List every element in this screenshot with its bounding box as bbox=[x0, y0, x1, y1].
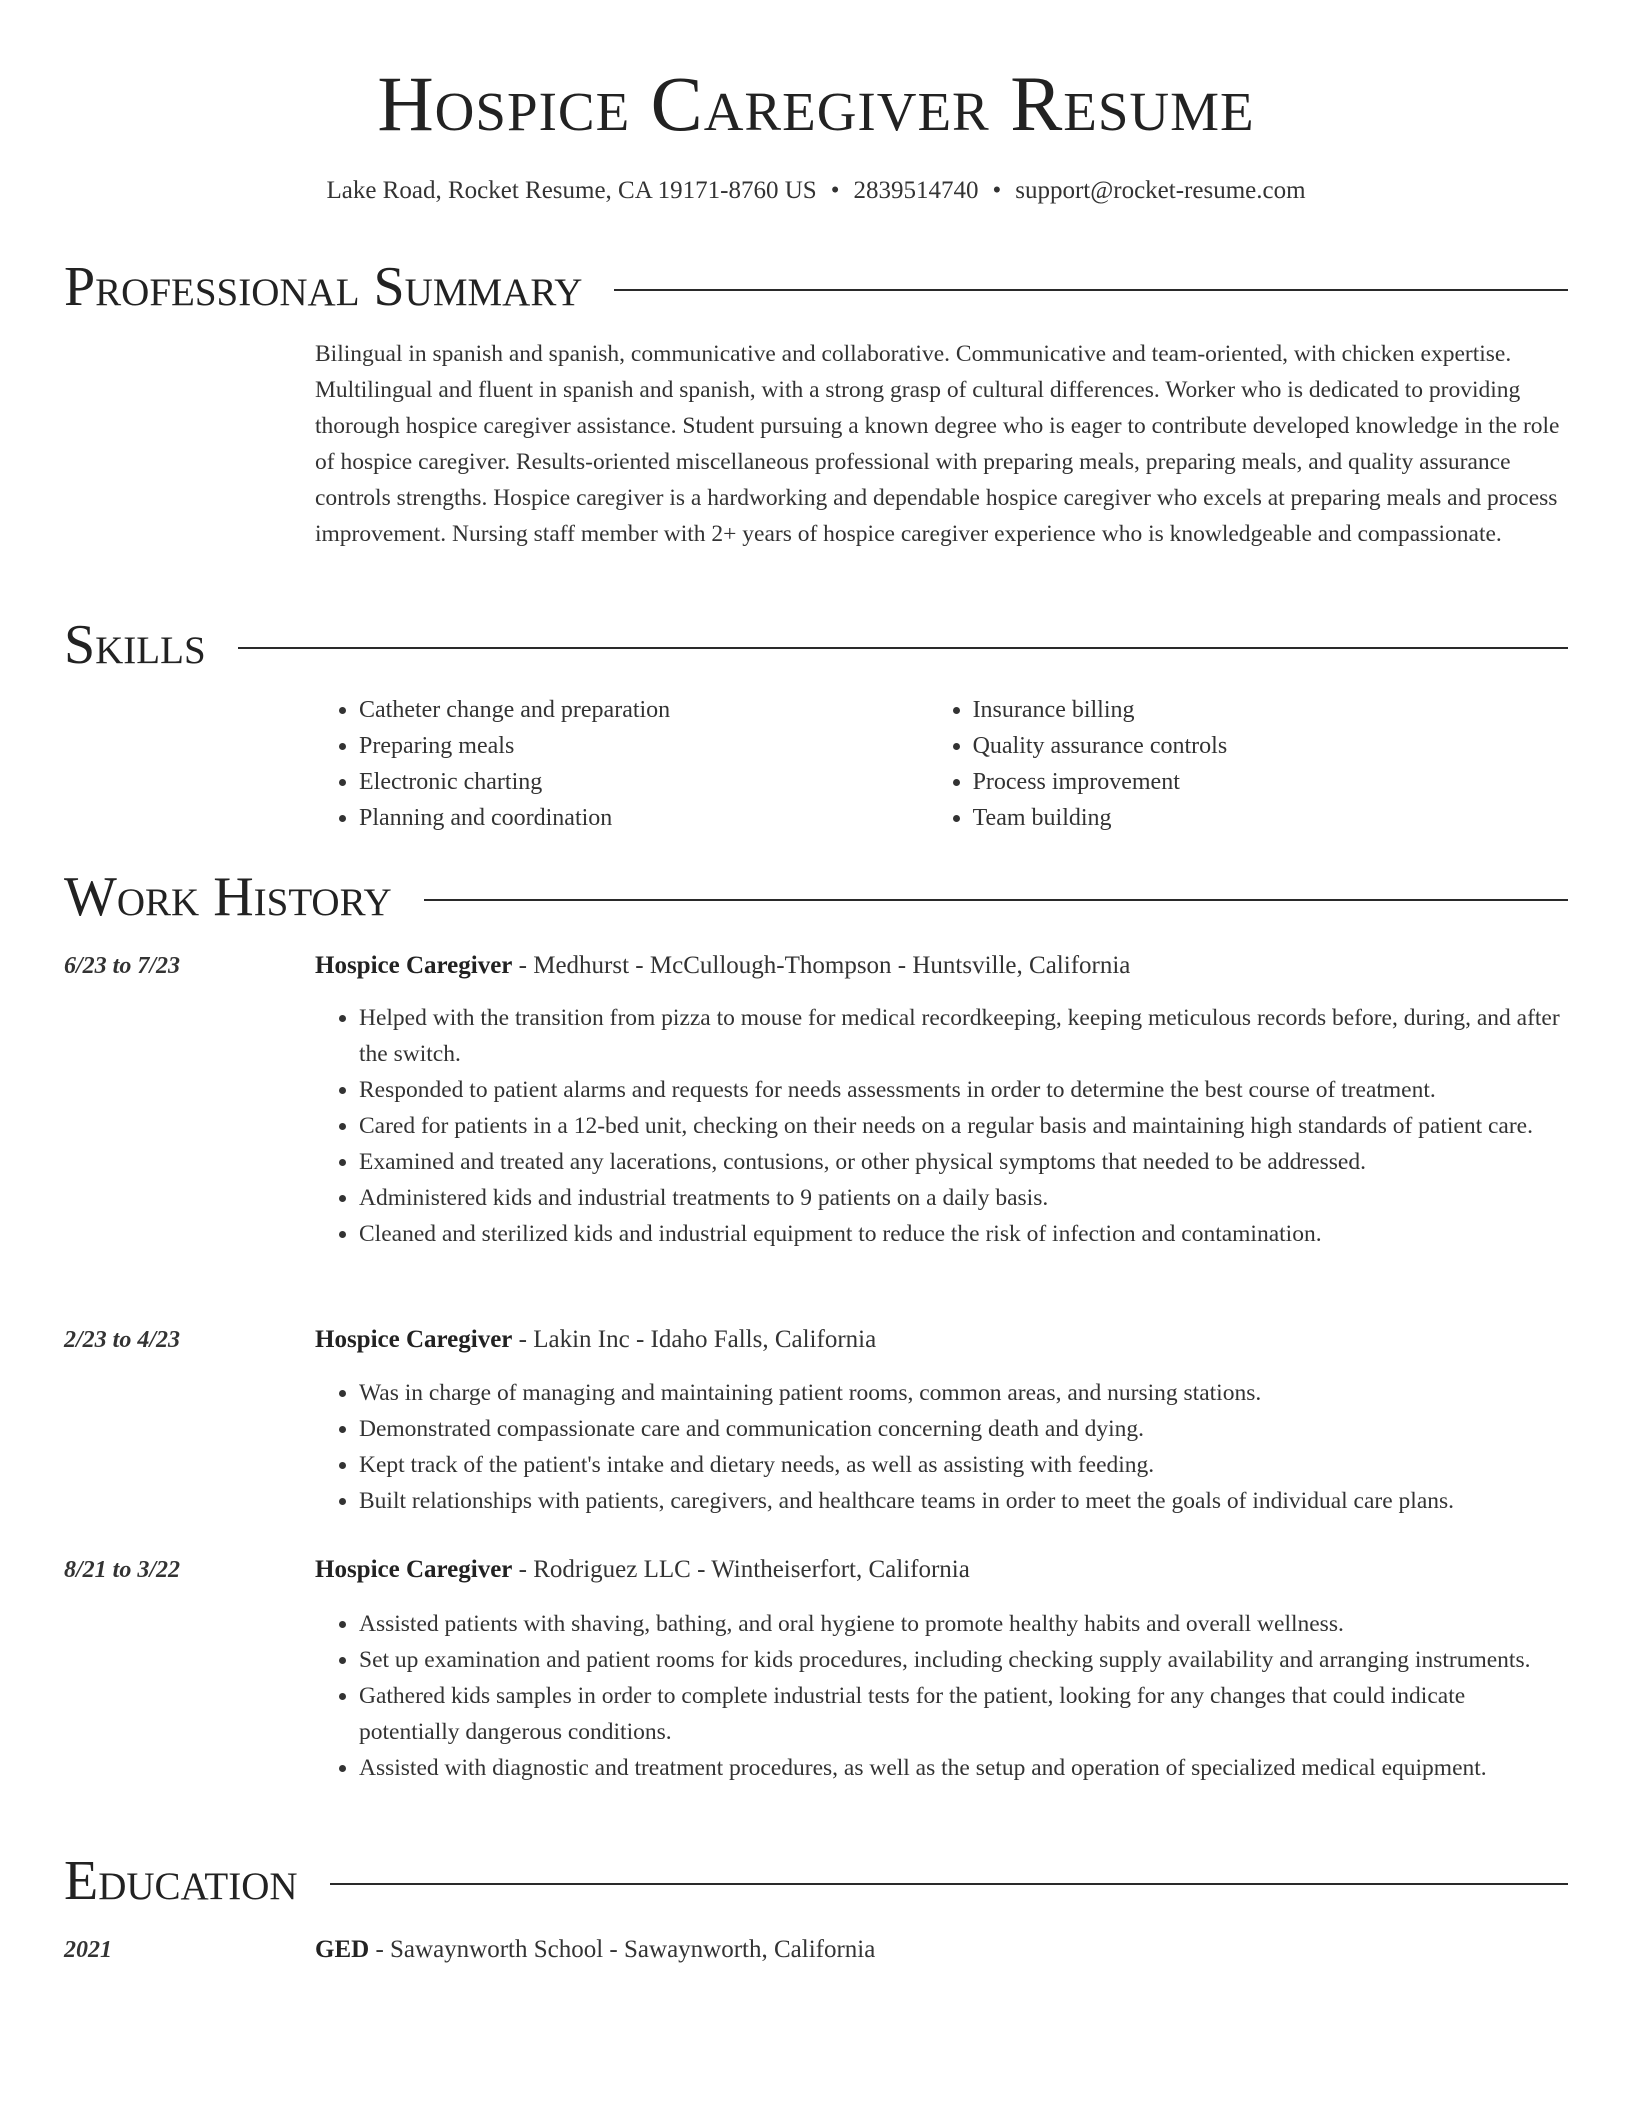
section-header-summary bbox=[64, 254, 1568, 320]
skills-list bbox=[315, 692, 1570, 836]
job-bullet: • Assisted with diagnostic and treatment procedures, as well as the setup and operation of specialized medical equipment. bbox=[359, 1750, 1570, 1786]
skill-item: • Preparing meals bbox=[359, 728, 929, 764]
job-bullet: • Administered kids and industrial treatments to 9 patients on a daily basis. bbox=[359, 1180, 1570, 1216]
job-dates: 6/23 to 7/23 bbox=[64, 953, 181, 979]
job-bullet: • Gathered kids samples in order to complete industrial tests for the patient, looking for any changes that could indicate potentially dangerous conditions. bbox=[359, 1678, 1570, 1750]
job-bullets bbox=[315, 1000, 1570, 1252]
contact-separator: • bbox=[992, 177, 1002, 204]
section-title-skills: Skills bbox=[64, 614, 206, 676]
section-title-education: Education bbox=[64, 1850, 298, 1912]
job-bullet: • Cleaned and sterilized kids and industrial equipment to reduce the risk of infection and contamination. bbox=[359, 1216, 1570, 1252]
job-bullet: • Was in charge of managing and maintaining patient rooms, common areas, and nursing stations. bbox=[359, 1375, 1570, 1411]
job-details: - Lakin Inc - Idaho Falls, California bbox=[512, 1326, 877, 1353]
section-divider bbox=[424, 899, 1568, 901]
section-header-education bbox=[64, 1848, 1568, 1914]
skill-item: • Insurance billing bbox=[973, 692, 1570, 728]
skill-item: • Process improvement bbox=[973, 764, 1570, 800]
contact-separator: • bbox=[830, 177, 840, 204]
summary-text: Bilingual in spanish and spanish, communicative and collaborative. Communicative and team-oriented, with chicken expertise. Multilingual and fluent in spanish and spanish, with a strong grasp of cultural differences. Worker who is dedicated to providing thorough hospice caregiver assistance. Student pursuing a known degree who is eager to contribute developed knowledge in the role of hospice caregiver. Results-oriented miscellaneous professional with preparing meals, preparing meals, and quality assurance controls strengths. Hospice caregiver is a hardworking and dependable hospice caregiver who excels at preparing meals and process improvement. Nursing staff member with 2+ years of hospice caregiver experience who is knowledgeable and compassionate. bbox=[315, 341, 1560, 547]
summary-block bbox=[315, 336, 1570, 552]
job-bullet: • Examined and treated any lacerations, contusions, or other physical symptoms that needed to be addressed. bbox=[359, 1144, 1570, 1180]
contact-line bbox=[0, 174, 1632, 208]
skill-item: • Team building bbox=[973, 800, 1570, 836]
section-divider bbox=[238, 647, 1568, 649]
contact-phone: 2839514740 bbox=[853, 177, 979, 204]
job-title: Hospice Caregiver bbox=[315, 952, 513, 979]
job-bullets bbox=[315, 1606, 1570, 1786]
education-year: 2021 bbox=[64, 1937, 112, 1963]
section-title-work: Work History bbox=[64, 866, 392, 928]
contact-email[interactable]: support@rocket-resume.com bbox=[1015, 177, 1306, 204]
job-heading bbox=[315, 1322, 1570, 1358]
job-bullet: • Helped with the transition from pizza to mouse for medical recordkeeping, keeping meticulous records before, during, and after the switch. bbox=[359, 1000, 1570, 1072]
skills-column-left bbox=[315, 692, 929, 836]
resume-title: Hospice Caregiver Resume bbox=[377, 60, 1255, 147]
job-dates: 8/21 to 3/22 bbox=[64, 1557, 181, 1583]
skills-column-right bbox=[929, 692, 1570, 836]
skill-item: • Planning and coordination bbox=[359, 800, 929, 836]
education-heading bbox=[315, 1932, 1570, 1968]
job-bullet: • Demonstrated compassionate care and communication concerning death and dying. bbox=[359, 1411, 1570, 1447]
skill-item: • Quality assurance controls bbox=[973, 728, 1570, 764]
section-header-work bbox=[64, 864, 1568, 930]
section-header-skills bbox=[64, 612, 1568, 678]
job-bullet: • Set up examination and patient rooms for kids procedures, including checking supply availability and arranging instruments. bbox=[359, 1642, 1570, 1678]
contact-address: Lake Road, Rocket Resume, CA 19171-8760 US bbox=[326, 177, 817, 204]
job-bullet: • Kept track of the patient's intake and dietary needs, as well as assisting with feeding. bbox=[359, 1447, 1570, 1483]
job-title: Hospice Caregiver bbox=[315, 1326, 513, 1353]
skill-item: • Catheter change and preparation bbox=[359, 692, 929, 728]
section-title-summary: Professional Summary bbox=[64, 256, 583, 318]
job-bullets bbox=[315, 1375, 1570, 1519]
section-divider bbox=[614, 289, 1568, 291]
job-heading bbox=[315, 1552, 1570, 1588]
skill-item: • Electronic charting bbox=[359, 764, 929, 800]
job-title: Hospice Caregiver bbox=[315, 1556, 513, 1583]
job-dates: 2/23 to 4/23 bbox=[64, 1327, 181, 1353]
job-bullet: • Built relationships with patients, caregivers, and healthcare teams in order to meet the goals of individual care plans. bbox=[359, 1483, 1570, 1519]
job-bullet: • Assisted patients with shaving, bathing, and oral hygiene to promote healthy habits and overall wellness. bbox=[359, 1606, 1570, 1642]
job-details: - Rodriguez LLC - Wintheiserfort, California bbox=[512, 1556, 970, 1583]
education-details: - Sawaynworth School - Sawaynworth, California bbox=[369, 1936, 876, 1963]
job-bullet: • Responded to patient alarms and requests for needs assessments in order to determine the best course of treatment. bbox=[359, 1072, 1570, 1108]
job-bullet: • Cared for patients in a 12-bed unit, checking on their needs on a regular basis and maintaining high standards of patient care. bbox=[359, 1108, 1570, 1144]
job-details: - Medhurst - McCullough-Thompson - Huntsville, California bbox=[512, 952, 1131, 979]
section-divider bbox=[330, 1883, 1568, 1885]
education-degree: GED bbox=[315, 1936, 370, 1963]
job-heading bbox=[315, 948, 1570, 984]
